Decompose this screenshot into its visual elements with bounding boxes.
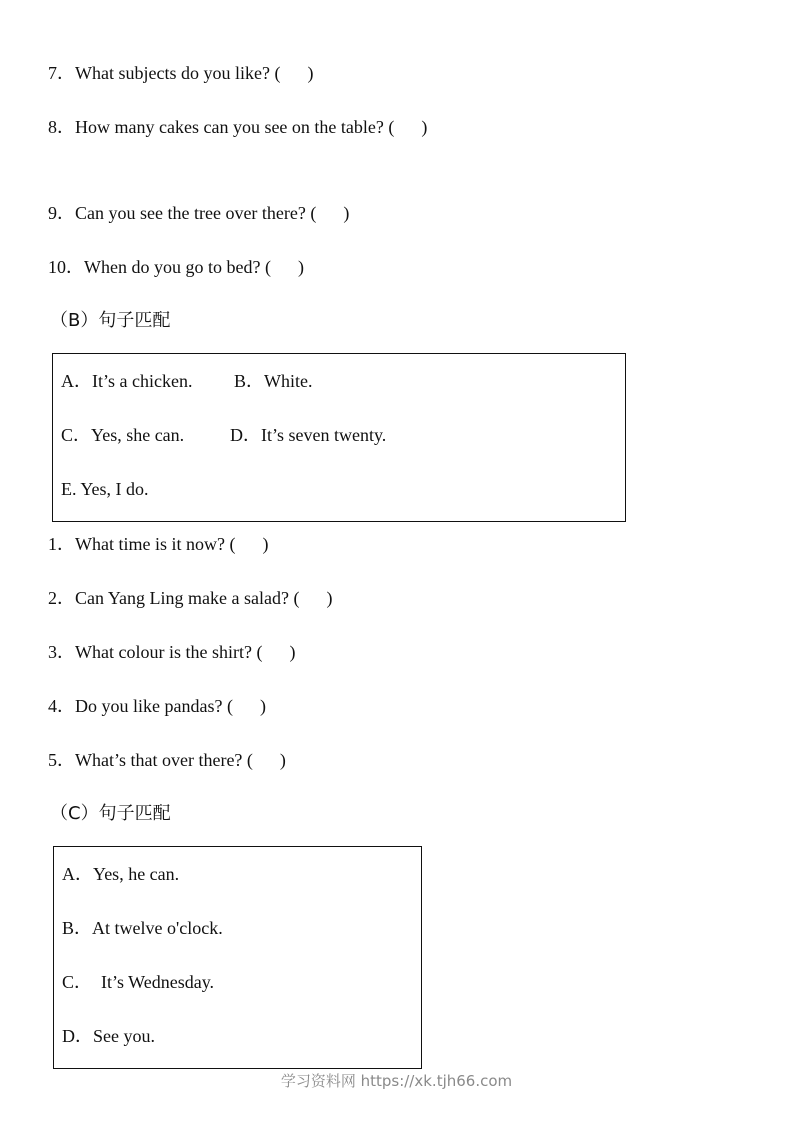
- option-c-d: D．See you.: [62, 1026, 155, 1046]
- question-b-3: 3．What colour is the shirt? ( ): [48, 642, 296, 662]
- section-c-heading: （C）句子匹配: [50, 803, 171, 824]
- option-b-d: D．It’s seven twenty.: [230, 425, 387, 445]
- section-b-heading: （B）句子匹配: [50, 310, 171, 331]
- question-10: 10．When do you go to bed? ( ): [48, 257, 304, 277]
- option-b-b: B．White.: [234, 371, 313, 391]
- option-c-a: A．Yes, he can.: [62, 864, 180, 884]
- option-b-c: C．Yes, she can.: [61, 425, 185, 445]
- question-b-1: 1．What time is it now? ( ): [48, 534, 269, 554]
- footer-watermark: 学习资料网 https://xk.tjh66.com: [280, 1072, 513, 1090]
- option-c-c: C． It’s Wednesday.: [62, 972, 215, 992]
- question-b-4: 4．Do you like pandas? ( ): [48, 696, 266, 716]
- question-7: 7．What subjects do you like? ( ): [48, 63, 314, 83]
- option-c-b: B．At twelve o'clock.: [62, 918, 223, 938]
- question-b-2: 2．Can Yang Ling make a salad? ( ): [48, 588, 333, 608]
- question-b-5: 5．What’s that over there? ( ): [48, 750, 286, 770]
- section-c-options-box: [53, 846, 422, 1069]
- section-b-options-box: [52, 353, 626, 522]
- option-b-e: E. Yes, I do.: [61, 479, 149, 499]
- option-b-a: A．It’s a chicken.: [61, 371, 193, 391]
- question-9: 9．Can you see the tree over there? ( ): [48, 203, 350, 223]
- question-8: 8．How many cakes can you see on the table? ( ): [48, 117, 428, 137]
